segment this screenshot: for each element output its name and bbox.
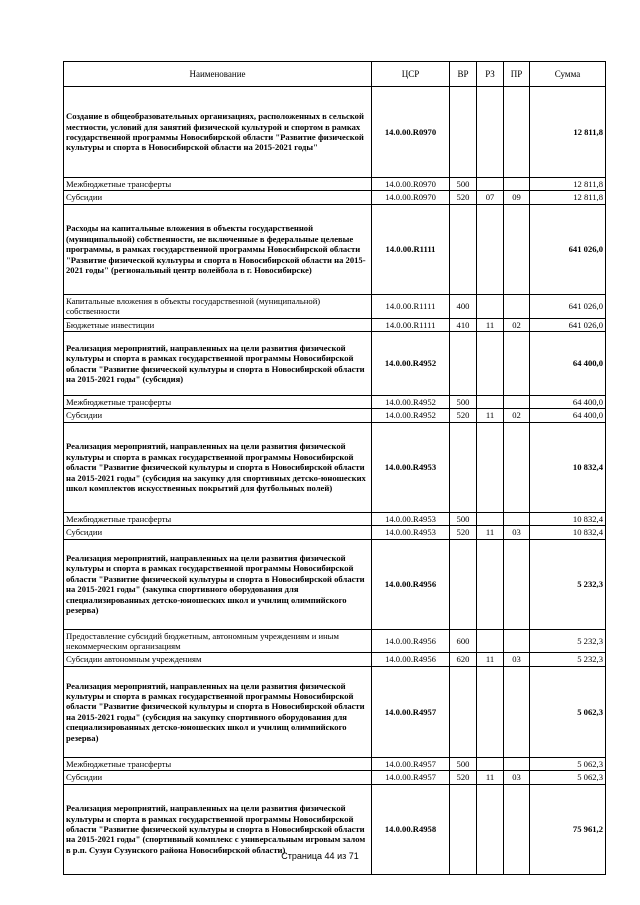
cell-csr: 14.0.00.R4956 bbox=[372, 629, 450, 653]
cell-csr: 14.0.00.R4956 bbox=[372, 539, 450, 629]
cell-pr bbox=[504, 204, 530, 294]
table-row bbox=[64, 512, 606, 525]
cell-pr: 02 bbox=[504, 409, 530, 422]
cell-vr bbox=[450, 87, 477, 178]
table-body bbox=[64, 87, 606, 875]
cell-rz: 11 bbox=[477, 409, 504, 422]
cell-pr bbox=[504, 396, 530, 409]
page-footer: Страница 44 из 71 bbox=[281, 851, 359, 861]
cell-sum: 64 400,0 bbox=[530, 332, 606, 396]
cell-sum: 641 026,0 bbox=[530, 318, 606, 331]
cell-rz bbox=[477, 539, 504, 629]
cell-vr: 400 bbox=[450, 294, 477, 318]
cell-name: Реализация мероприятий, направленных на цели развития физической культуры и спорта в рамках государственной программы Новосибирской области "Развитие физической культуры и спорта в Новосибирской области на 2015-2021 годы" (субсидия) bbox=[64, 332, 372, 396]
header-vr: ВР bbox=[450, 62, 477, 87]
cell-pr bbox=[504, 332, 530, 396]
table-row bbox=[64, 666, 606, 757]
cell-rz bbox=[477, 87, 504, 178]
cell-vr: 500 bbox=[450, 757, 477, 770]
cell-rz bbox=[477, 294, 504, 318]
cell-vr: 520 bbox=[450, 191, 477, 204]
cell-sum: 10 832,4 bbox=[530, 422, 606, 512]
cell-name: Предоставление субсидий бюджетным, автономным учреждениям и иным некоммерческим организациям bbox=[64, 629, 372, 653]
cell-sum: 641 026,0 bbox=[530, 294, 606, 318]
cell-pr: 03 bbox=[504, 771, 530, 784]
cell-rz bbox=[477, 204, 504, 294]
cell-sum: 12 811,8 bbox=[530, 178, 606, 191]
cell-name: Создание в общеобразовательных организациях, расположенных в сельской местности, условий для занятий физической культурой и спортом в рамках государственной программы Новосибирской области "Развитие физической культуры и спорта в Новосибирской области на 2015-2021 годы" bbox=[64, 87, 372, 178]
cell-csr: 14.0.00.R4957 bbox=[372, 771, 450, 784]
cell-rz: 11 bbox=[477, 771, 504, 784]
cell-sum: 64 400,0 bbox=[530, 409, 606, 422]
cell-sum: 12 811,8 bbox=[530, 191, 606, 204]
cell-name: Реализация мероприятий, направленных на цели развития физической культуры и спорта в рамках государственной программы Новосибирской области "Развитие физической культуры и спорта в Новосибирской области на 2015-2021 годы" (субсидия на закупку спортивного оборудования для специализированных детско-юношеских школ и училищ олимпийского резерва) bbox=[64, 666, 372, 757]
cell-vr: 500 bbox=[450, 512, 477, 525]
cell-pr bbox=[504, 422, 530, 512]
cell-vr bbox=[450, 332, 477, 396]
cell-csr: 14.0.00.R0970 bbox=[372, 191, 450, 204]
cell-pr bbox=[504, 666, 530, 757]
cell-name: Капитальные вложения в объекты государственной (муниципальной) собственности bbox=[64, 294, 372, 318]
cell-rz bbox=[477, 757, 504, 770]
cell-csr: 14.0.00.R1111 bbox=[372, 294, 450, 318]
cell-csr: 14.0.00.R1111 bbox=[372, 204, 450, 294]
header-rz: РЗ bbox=[477, 62, 504, 87]
table-row bbox=[64, 178, 606, 191]
header-sum: Сумма bbox=[530, 62, 606, 87]
cell-name: Межбюджетные трансферты bbox=[64, 178, 372, 191]
cell-sum: 64 400,0 bbox=[530, 396, 606, 409]
cell-name: Бюджетные инвестиции bbox=[64, 318, 372, 331]
table-row bbox=[64, 629, 606, 653]
cell-pr bbox=[504, 629, 530, 653]
cell-name: Реализация мероприятий, направленных на цели развития физической культуры и спорта в рамках государственной программы Новосибирской области "Развитие физической культуры и спорта в Новосибирской области на 2015-2021 годы" (спортивный комплекс с универсальным игровым залом в р.п. Сузун Сузунского района Новосибирской области) bbox=[64, 784, 372, 874]
cell-sum: 641 026,0 bbox=[530, 204, 606, 294]
table-row bbox=[64, 422, 606, 512]
cell-name: Расходы на капитальные вложения в объекты государственной (муниципальной) собственности, не включенные в федеральные целевые программы, в рамках государственной программы Новосибирской области "Развитие физической культуры и спорта в Новосибирской области на 2015-2021 годы" (региональный центр волейбола в г. Новосибирске) bbox=[64, 204, 372, 294]
cell-vr: 500 bbox=[450, 178, 477, 191]
header-name: Наименование bbox=[64, 62, 372, 87]
cell-sum: 75 961,2 bbox=[530, 784, 606, 874]
cell-csr: 14.0.00.R0970 bbox=[372, 178, 450, 191]
cell-vr: 410 bbox=[450, 318, 477, 331]
cell-rz: 11 bbox=[477, 318, 504, 331]
cell-name: Межбюджетные трансферты bbox=[64, 396, 372, 409]
cell-name: Субсидии автономным учреждениям bbox=[64, 653, 372, 666]
cell-csr: 14.0.00.R4952 bbox=[372, 396, 450, 409]
cell-rz: 11 bbox=[477, 653, 504, 666]
cell-sum: 5 062,3 bbox=[530, 666, 606, 757]
cell-vr: 600 bbox=[450, 629, 477, 653]
cell-pr: 09 bbox=[504, 191, 530, 204]
budget-table bbox=[63, 61, 606, 875]
cell-csr: 14.0.00.R4957 bbox=[372, 666, 450, 757]
cell-pr: 03 bbox=[504, 526, 530, 539]
table-row bbox=[64, 757, 606, 770]
table-header-row bbox=[64, 62, 606, 87]
cell-name: Реализация мероприятий, направленных на цели развития физической культуры и спорта в рамках государственной программы Новосибирской области "Развитие физической культуры и спорта в Новосибирской области на 2015-2021 годы" (субсидия на закупку для спортивных детско-юношеских школ комплектов искусственных покрытий для футбольных полей) bbox=[64, 422, 372, 512]
cell-vr bbox=[450, 204, 477, 294]
cell-vr: 520 bbox=[450, 526, 477, 539]
cell-sum: 5 232,3 bbox=[530, 539, 606, 629]
table-row bbox=[64, 87, 606, 178]
cell-name: Субсидии bbox=[64, 771, 372, 784]
cell-rz bbox=[477, 512, 504, 525]
cell-csr: 14.0.00.R1111 bbox=[372, 318, 450, 331]
cell-csr: 14.0.00.R4957 bbox=[372, 757, 450, 770]
cell-sum: 5 062,3 bbox=[530, 757, 606, 770]
cell-csr: 14.0.00.R4953 bbox=[372, 422, 450, 512]
table-row bbox=[64, 294, 606, 318]
cell-pr: 02 bbox=[504, 318, 530, 331]
cell-vr bbox=[450, 539, 477, 629]
table-row bbox=[64, 409, 606, 422]
cell-vr: 520 bbox=[450, 771, 477, 784]
table-row bbox=[64, 526, 606, 539]
cell-name: Реализация мероприятий, направленных на цели развития физической культуры и спорта в рамках государственной программы Новосибирской области "Развитие физической культуры и спорта в Новосибирской области на 2015-2021 годы" (закупка спортивного оборудования для специализированных детско-юношеских школ и училищ олимпийского резерва) bbox=[64, 539, 372, 629]
cell-vr bbox=[450, 422, 477, 512]
cell-rz bbox=[477, 629, 504, 653]
cell-sum: 5 062,3 bbox=[530, 771, 606, 784]
cell-pr bbox=[504, 178, 530, 191]
cell-vr bbox=[450, 666, 477, 757]
cell-rz bbox=[477, 396, 504, 409]
header-pr: ПР bbox=[504, 62, 530, 87]
cell-vr: 520 bbox=[450, 409, 477, 422]
cell-rz: 07 bbox=[477, 191, 504, 204]
cell-csr: 14.0.00.R4953 bbox=[372, 526, 450, 539]
cell-rz bbox=[477, 666, 504, 757]
cell-rz bbox=[477, 422, 504, 512]
cell-pr bbox=[504, 757, 530, 770]
cell-name: Субсидии bbox=[64, 526, 372, 539]
table-row bbox=[64, 653, 606, 666]
cell-pr bbox=[504, 294, 530, 318]
cell-pr bbox=[504, 539, 530, 629]
table-row bbox=[64, 539, 606, 629]
cell-sum: 5 232,3 bbox=[530, 629, 606, 653]
cell-sum: 12 811,8 bbox=[530, 87, 606, 178]
table-row bbox=[64, 318, 606, 331]
cell-vr: 620 bbox=[450, 653, 477, 666]
cell-csr: 14.0.00.R4952 bbox=[372, 409, 450, 422]
cell-rz bbox=[477, 332, 504, 396]
table-row bbox=[64, 204, 606, 294]
cell-name: Субсидии bbox=[64, 409, 372, 422]
cell-csr: 14.0.00.R4953 bbox=[372, 512, 450, 525]
cell-sum: 10 832,4 bbox=[530, 526, 606, 539]
table-row bbox=[64, 771, 606, 784]
cell-pr: 03 bbox=[504, 653, 530, 666]
cell-rz: 11 bbox=[477, 526, 504, 539]
cell-sum: 10 832,4 bbox=[530, 512, 606, 525]
cell-csr: 14.0.00.R4956 bbox=[372, 653, 450, 666]
header-csr: ЦСР bbox=[372, 62, 450, 87]
cell-csr: 14.0.00.R0970 bbox=[372, 87, 450, 178]
cell-sum: 5 232,3 bbox=[530, 653, 606, 666]
cell-pr bbox=[504, 87, 530, 178]
cell-rz bbox=[477, 178, 504, 191]
cell-vr: 500 bbox=[450, 396, 477, 409]
cell-pr bbox=[504, 512, 530, 525]
cell-name: Межбюджетные трансферты bbox=[64, 757, 372, 770]
cell-csr: 14.0.00.R4952 bbox=[372, 332, 450, 396]
table-row bbox=[64, 396, 606, 409]
cell-name: Субсидии bbox=[64, 191, 372, 204]
table-row bbox=[64, 332, 606, 396]
cell-name: Межбюджетные трансферты bbox=[64, 512, 372, 525]
cell-csr: 14.0.00.R4958 bbox=[372, 784, 450, 874]
table-row bbox=[64, 191, 606, 204]
